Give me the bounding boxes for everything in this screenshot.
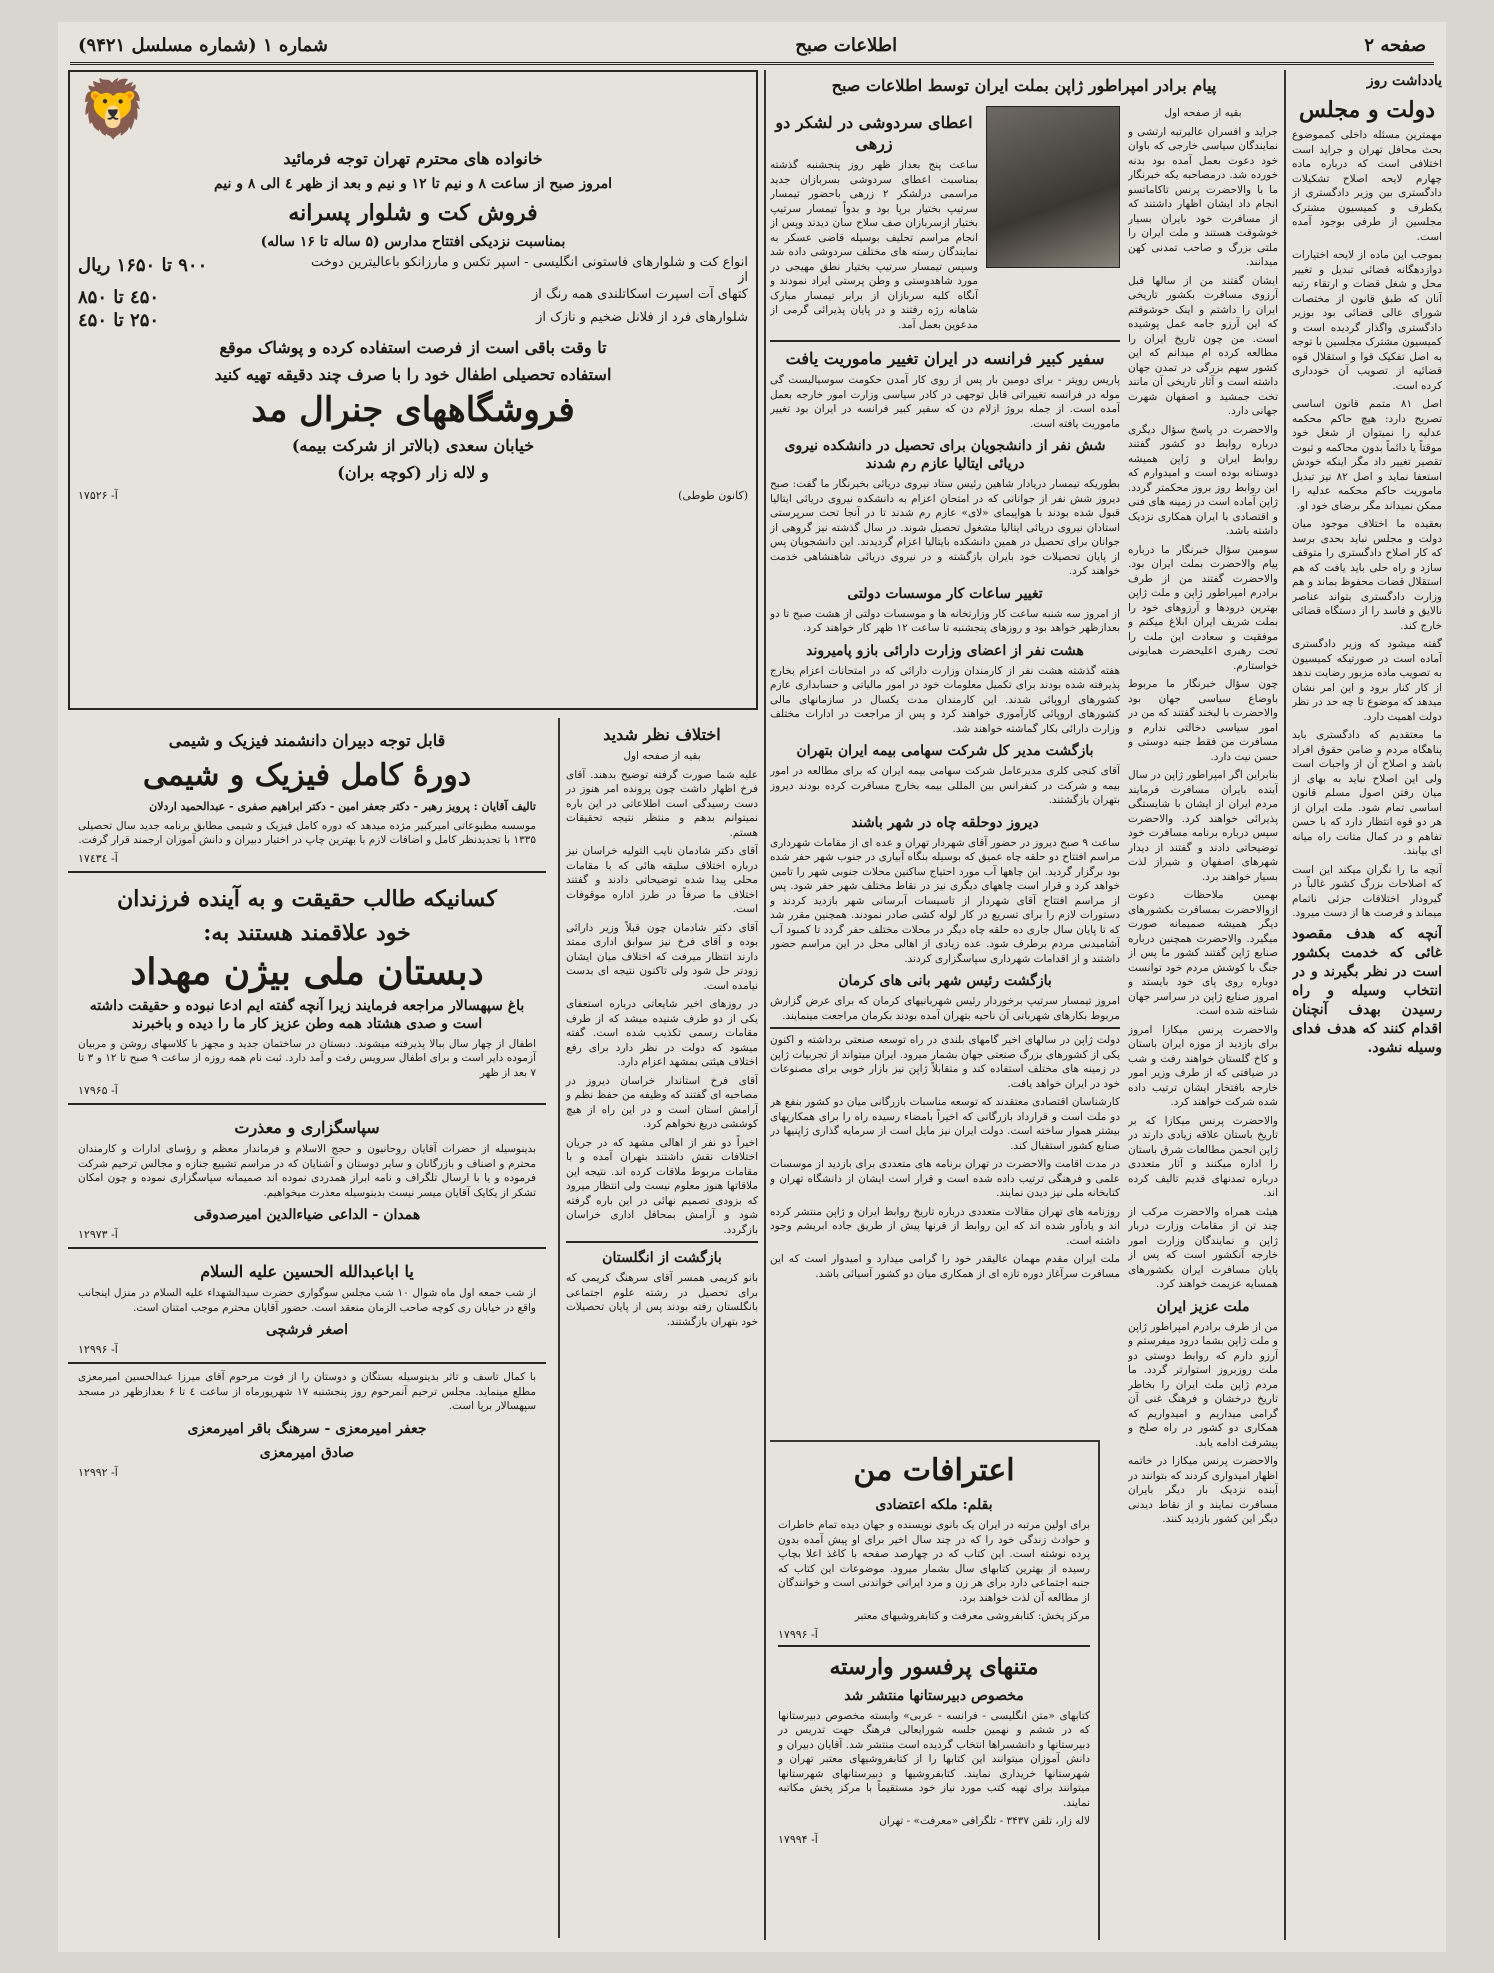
price-label: کتهای آت اسپرت اسکاتلندی همه رنگ از — [532, 287, 748, 302]
store-address: خیابان سعدی (بالاتر از شرکت بیمه) — [291, 436, 535, 455]
editorial-paragraph: بعقیده ما اختلاف موجود میان دولت و مجلس نباید بحدی برسد که کار اصلاح دادگستری را متوقف سازد و راه حلی باید یافت که هم استقلال قضات محفوظ بماند و هم وزارت دادگستری بتواند عناصر نالایق و فاسد را از دستگاه قضائی خارج کند. — [1292, 518, 1442, 632]
store-ad — [68, 70, 758, 710]
editorial-paragraph: آنچه ما را نگران میکند این است که اصلاحات بزرگ کشور غالباً در گیرودار اختلافات جزئی ناتمام میماند و فرصت ها از دست میرود. — [1292, 863, 1442, 919]
japan-closing: والاحضرت پرنس میکازا در خاتمه اظهار امیدواری کردند که بتوانند در آینده نزدیک بار دیگر بایران مسافرت نمایند و از نقاط دیدنی دیگر این کشور بازدید کنند. — [1128, 1455, 1278, 1525]
editorial-kicker: یادداشت روز — [1366, 73, 1442, 89]
price-value: ۲۵۰ تا ٤۵۰ — [78, 310, 160, 331]
memorial-notice — [68, 1249, 546, 1364]
store-ad-note: (کانون طوطی) — [678, 489, 748, 502]
price-label: انواع کت و شلوارهای فاستونی انگلیسی - اسپر تکس و مارزانکو باعالیترین دوخت از — [310, 255, 748, 285]
thanks-body: بدینوسیله از حضرات آقایان روحانیون و حجج الاسلام و فرماندار معظم و رؤسای ادارات و کارمندان محترم و اصناف و بازرگانان و سایر دوستان و آشنایان که در مراسم تشییع جنازه و مجالس ترحیم شرکت فرموده و یا با ارسال تلگراف و نامه ابراز همدردی نموده اند صمیمانه سپاسگزاری نموده و چون امکان تشکر از یکایک آقایان میسر نیست بدینوسیله معذرت میخواهیم. — [78, 1143, 536, 1199]
memorial-title: یا اباعبدالله الحسین علیه السلام — [200, 1262, 414, 1281]
page-number: صفحه ۲ — [1364, 34, 1426, 56]
editorial-paragraph: اصل ۸۱ متمم قانون اساسی تصریح دارد: هیچ حاکم محکمه عدلیه را نمیتوان از شغل خود موقتاً یا دائماً بدون محاکمه و ثبوت تقصیر تغییر داد مگر اینکه خودش استعفا نماید و اصل ۸۲ نیز تبدیل ماموریت حاکم محکمه عدلیه را ممکن نمیداند مگر برضای خود او. — [1292, 398, 1442, 512]
page-header — [70, 28, 1434, 65]
japan-trade-paragraph: روزنامه های تهران مقالات متعددی درباره تاریخ روابط ایران و ژاپن منتشر کرده اند و یادآور شده اند که این روابط از قرنها پیش از طریق جاده ابریشم وجود داشته است. — [770, 1205, 1120, 1247]
thanks-title: سپاسگزاری و معذرت — [234, 1118, 380, 1137]
textbooks-body: کتابهای «متن انگلیسی - فرانسه - عربی» وابسته مخصوص دبیرستانها که در ششم و نهمین جلسه شورایعالی فرهنگ جهت تدریس در دبیرستانها و دانشسراها انتخاب گردیده است منتشر شد. آقایان دبیران و دانش آموزان میتوانند این کتابها را از کتابفروشیهای معتبر تهران و شهرستانها خریداری نمایند. کتابفروشیها و دبیرستانهای شهرستانها میتوانند برای تهیه کتب مورد نیاز خود مستقیماً با مرکز پخش مکاتبه نمایند. — [778, 1709, 1090, 1809]
kerman-body: امروز تیمسار سرتیپ برخوردار رئیس شهربانیهای کرمان که برای عرض گزارش مربوط بکارهای شهربانی آن ناحیه بتهران آمده بودند بکرمان مراجعت مینمایند. — [770, 995, 1120, 1022]
store-ad-occasion: بمناسبت نزدیکی افتتاح مدارس (۵ ساله تا ۱۶ ساله) — [260, 234, 566, 250]
ad-code: آ- ۱۲۹۹۲ — [78, 1465, 118, 1479]
japan-paragraph: جراید و افسران عالیرتبه ارتشی و نمایندگان سیاسی خارجی که باوان خود دعوت بعمل آمده بود بدنه خورده شد. درمصاحبه یکه خبرنگار ما با والاحضرت پرنس تاکاماتسو انجام داد ایشان اظهار داشتند که از مسافرت خود بایران بسیار خوشوقت هستند و ملت ایران را ملتی بزرگ و صاحب تمدنی کهن میدانند. — [1128, 125, 1278, 268]
insurance-body: آقای کنجی کلری مدیرعامل شرکت سهامی بیمه ایران که برای مطالعه در امور بیمه و شرکت در کنفرانس بین المللی بیمه بخارج مسافرت کرده بودند دیروز بتهران بازگشتند. — [770, 765, 1120, 806]
physics-body: موسسه مطبوعاتی امیرکبیر مژده میدهد که دوره کامل فیزیک و شیمی مطابق برنامه جدید سال تحصیلی ۱۳۳۵ با تجدیدنظر کامل و اضافات لازم با بهترین چاپ در اختیار دبیران و دانش آموزان ارجمند قرار گرفت. — [78, 819, 536, 846]
officers-headline: اعطای سردوشی در لشکر دو زرهی — [775, 113, 973, 153]
store-ad-line1: خانواده های محترم تهران توجه فرمائید — [283, 149, 543, 168]
store-brand: فروشگاههای جنرال مد — [251, 390, 575, 430]
japan-paragraph: والاحضرت در پاسخ سؤال دیگری درباره روابط دو کشور گفتند روابط ایران و ژاپن همیشه دوستانه بوده است و امیدوارم که این روابط روز بروز محکمتر گردد. ژاپن آماده است در زمینه های فنی و اقتصادی با ایران همکاری نزدیک داشته باشد. — [1128, 423, 1278, 537]
japan-paragraph: بنابراین اگر امپراطور ژاپن در سال آینده بایران مسافرت فرمایند مردم ایران از ایشان با شایستگی پذیرائی خواهند کرد. والاحضرت سپس درباره برنامه مسافرت خود توضیحاتی دادند و گفتند از دیدار شهرهای اصفهان و شیراز لذت بسیار خواهند برد. — [1128, 769, 1278, 883]
ambassador-headline: سفیر کبیر فرانسه در ایران تغییر ماموریت یافت — [785, 349, 1105, 368]
death-sign: صادق امیرمعزی — [259, 1444, 355, 1461]
officers-body: ساعت پنج بعداز ظهر روز پنجشنبه گذشته بمناسبت اعطای سردوشی بسربازان جدید مراسمی درلشکر ۲ زرهی باحضور تیمسار سرتیپ بختیار برپا بود و بدواً تیمسار سرتیپ بختیار ازسربازان صف سلاح سان دیدند وپس از انجام مراسم تحلیف بوسیله قاضی عسکر به نمایندگان رسته های مختلف سردوشی داده شد وسپس تیمسار سرتیپ بختیار نطق مهیجی در مورد شاهدوستی و وطن پرستی ایراد نمودند و آنگاه کلیه سربازان از برابر تیمسار مبارک شاهانه رژه رفتند و در پایان پذیرائی گرمی از مدعوین بعمل آمد. — [770, 159, 978, 331]
message-text: من از طرف برادرم امپراطور ژاپن و ملت ژاپن بشما درود میفرستم و آرزو دارم که روابط دوستی دو ملت روزبروز استوارتر گردد. ما مردم ژاپن ملت ایران را بخاطر تاریخ درخشان و فرهنگ غنی آن گرامی میداریم و امیدواریم که همکاری دو کشور در راه صلح و پیشرفت ادامه یابد. — [1128, 1320, 1278, 1449]
dispute-paragraph: آقای دکتر شادمان چون قبلاً وزیر دارائی بوده و آقای فرخ نیز سوابق اداری ممتد دارند انتظار میرفت که اختلاف میان ایشان زودتر حل شود ولی تاکنون نتیجه ای بدست نیامده است. — [566, 921, 758, 992]
japan-paragraph: بهمین ملاحظات دعوت ازوالاحضرت بمسافرت بکشورهای دیگر همیشه صمیمانه صورت میگیرد. والاحضرت همچنین درباره صنایع ژاپن گفتند کشور ما پس از جنگ با کوشش مردم خود توانست دوباره روی پای خود بایستد و امروز صنایع ژاپن در سراسر جهان شناخته شده است. — [1128, 889, 1278, 1017]
continued-note: بقیه از صفحه اول — [1164, 107, 1242, 119]
death-notice — [68, 1364, 546, 1485]
ambassador-body: پاریس رویتر - برای دومین بار پس از روی کار آمدن حکومت سوسیالیست گی موله در فرانسه تغییراتی قابل توجهی در کادر سیاسی وزارت امور خارجه بعمل آمده است. از جمله بروژ ازلام دن که سفیر کبیر فرانسه در ایران بود تغییر ماموریت یافته است. — [770, 374, 1120, 430]
editorial-paragraph: گفته میشود که وزیر دادگستری آماده است در صورتیکه کمیسیون به تصویب ماده مزبور رضایت ندهد از کار کنار برود و این امر نشان میدهد که موضوع تا چه حد در نظر دولت اهمیت دارد. — [1292, 638, 1442, 723]
dispute-paragraph: علیه شما صورت گرفته توضیح بدهند. آقای فرخ اظهار داشت چون پرونده امر هنوز در دست رسیدگی است اطلاعاتی در این باره نمیتوانم بدهم و منتظر نتیجه تحقیقات هستم. — [566, 768, 758, 839]
england-headline: بازگشت از انگلستان — [602, 1250, 722, 1266]
store-ad-hours: امروز صبح از ساعت ۸ و نیم تا ۱۲ و نیم و بعد از ظهر ٤ الی ۸ و نیم — [213, 176, 613, 192]
death-sign: جعفر امیرمعزی - سرهنگ باقر امیرمعزی — [187, 1420, 427, 1437]
school-body: اطفال از چهار سال ببالا پذیرفته میشوند. دبستان در ساختمان جدید و مجهز با کلاسهای روشن و مربیان آزموده دایر است و برای اطفال سرویس رفت و آمد دارد. ثبت نام همه روزه از ساعت ۹ صبح تا ۱۲ و ۳ تا ۷ بعد از ظهر — [78, 1037, 536, 1079]
dispute-column — [558, 718, 758, 1938]
newspaper-name: اطلاعات صبح — [795, 34, 898, 56]
dispute-paragraph: اخیراً دو نفر از اهالی مشهد که در جریان اختلافات نقش داشتند بتهران آمده و با مقامات مربوط ملاقات کرده اند. نتیجه این ملاقاتها هنوز معلوم نیست ولی انتظار میرود که بزودی تصمیم نهائی در این باره گرفته شود و آرامش بمحافل اداری خراسان بازگردد. — [566, 1136, 758, 1236]
store-ad-promo: تا وقت باقی است از فرصت استفاده کرده و پوشاک موقع — [219, 338, 607, 357]
confessions-outlets: مرکز پخش: کتابفروشی معرفت و کتابفروشیهای معتبر — [854, 1610, 1090, 1622]
school-line2: خود علاقمند هستند به: — [203, 919, 411, 946]
japan-paragraph: چون سؤال خبرنگار ما مربوط باوضاع سیاسی جهان بود والاحضرت با لبخند گفتند که من در امور سیاسی دخالتی ندارم و مسافرت من فقط جنبه دوستی و حسن نیت دارد. — [1128, 678, 1278, 763]
ad-code: آ- ۱۷۹۹۴ — [778, 1832, 818, 1846]
ad-code: آ- ۱۲۹۷۳ — [78, 1228, 118, 1241]
physics-ad — [68, 718, 546, 873]
ministry-headline: هشت نفر از اعضای وزارت دارائی بازو پامیروند — [806, 642, 1084, 659]
price-value: ۹۰۰ تا ۱۶۵۰ ریال — [78, 255, 208, 276]
continued-note: بقیه از صفحه اول — [623, 750, 701, 762]
japan-paragraph: هیئت همراه والاحضرت مرکب از چند تن از مقامات وزارت دربار ژاپن و نمایندگان وزارت امور خارجه آنکشور است که پس از پایان مسافرت ایران بکشورهای همسایه عزیمت خواهند کرد. — [1128, 1205, 1278, 1290]
books-ads — [770, 1440, 1100, 1940]
dispute-headline: اختلاف نظر شدید — [603, 725, 721, 744]
school-address: باغ سپهسالار مراجعه فرمایند زیرا آنچه گفته ایم ادعا نبوده و حقیقت داشته است و صدی هشتاد همه وطن عزیز کار ما را دیده و باخبرند — [89, 997, 525, 1032]
banner-headline: پیام برادر امپراطور ژاپن بملت ایران توسط اطلاعات صبح — [831, 76, 1217, 95]
confessions-title: اعترافات من — [853, 1453, 1015, 1488]
school-line1: کسانیکه طالب حقیقت و به آینده فرزندان — [117, 885, 497, 912]
wells-body: ساعت ۹ صبح دیروز در حضور آقای شهردار تهران و عده ای از مقامات شهرداری مراسم افتتاح دو حلقه چاه عمیق که بوسیله بنگاه آبیاری در جنوب شهر حفر شده بود برگزار گردید. این چاهها آب مورد احتیاج ساکنین محلات جنوبی شهر را تامین خواهد کرد و قرار است چاههای دیگری نیز در نقاط مختلف شهر حفر شود. پس از مراسم افتتاح آقای شهردار از تاسیسات آبرسانی شهر بازدید کردند و دستورات لازم را برای تسریع در کار لوله کشی صادر نمودند. همچنین مقرر شد که تا پایان سال جاری ده حلقه چاه دیگر در محلات مختلف حفر گردد تا کمبود آب آشامیدنی مردم برطرف شود. عده زیادی از اهالی محل در این مراسم حضور داشتند و از اقدامات شهرداری سپاسگزاری کردند. — [770, 836, 1120, 965]
physics-intro: قابل توجه دبیران دانشمند فیزیک و شیمی — [168, 731, 446, 750]
officers-story — [770, 106, 1120, 336]
column-rule — [1284, 70, 1286, 1940]
price-row — [78, 310, 748, 331]
england-body: بانو کریمی همسر آقای سرهنگ کریمی که برای تحصیل در رشته علوم اجتماعی بانگلستان رفته بودند پس از پایان تحصیلات خود بتهران بازگشتند. — [566, 1272, 758, 1328]
textbooks-address: لاله زار، تلفن ۳۴۳۷ - تلگرافی «معرفت» - تهران — [879, 1815, 1090, 1827]
school-name: دبستان ملی بیژن مهداد — [130, 950, 484, 993]
ad-code: آ- ۱۷۹۶۵ — [78, 1084, 118, 1097]
students-body: بطوریکه تیمسار دریادار شاهین رئیس ستاد نیروی دریائی بخبرنگار ما گفت: صبح دیروز شش نفر از جوانانی که در امتحان اعزام به دانشکده نیروی دریائی ایتالیا قبول شده بودند با هواپیمای «لای» عازم رم شدند تا در آنجا تحت سرپرستی استادان نیروی دریائی ایتالیا مشغول تحصیل شوند. در سال گذشته نیز گروهی از جوانان برای تحصیل در همین دانشکده بایتالیا اعزام گردیدند. این دانشجویان پس از پایان تحصیلات خود بایران بازگشته و در نیروی دریائی شاهنشاهی خدمت خواهند کرد. — [770, 478, 1120, 577]
price-label: شلوارهای فرد از فلانل ضخیم و نازک از — [536, 310, 748, 325]
store-address: و لاله زار (کوچه بران) — [337, 463, 489, 482]
newspaper-page — [58, 22, 1446, 1952]
insurance-headline: بازگشت مدیر کل شرکت سهامی بیمه ایران بتهران — [796, 743, 1094, 759]
hours-body: از امروز سه شنبه ساعت کار وزارتخانه ها و موسسات دولتی از هشت صبح تا دو بعدازظهر خواهد بود و روزهای پنجشنبه تا ساعت ۱۲ ظهر کار خواهند کرد. — [770, 607, 1120, 634]
japan-continued-column — [1128, 106, 1278, 1940]
school-ad — [68, 873, 546, 1106]
issue-number: شماره ۱ (شماره مسلسل ۹۴۲۱) — [78, 34, 329, 56]
wells-headline: دیروز دوحلقه چاه در شهر باشند — [851, 814, 1039, 831]
message-subhead: ملت عزیز ایران — [1156, 1298, 1250, 1315]
textbooks-title: متنهای پرفسور وارسته — [829, 1653, 1039, 1680]
students-headline: شش نفر از دانشجویان برای تحصیل در دانشکده نیروی دریائی ایتالیا عازم رم شدند — [784, 438, 1106, 472]
dispute-paragraph: آقای دکتر شادمان نایب التولیه خراسان نیز درباره اختلاف سلیقه هائی که با مقامات محلی پیدا شده توضیحاتی دادند و گفتند اختلاف ما صرفاً در طرز اداره موقوفات است. — [566, 845, 758, 915]
confessions-body: برای اولین مرتبه در ایران یک بانوی نویسنده و جهان دیده تمام خاطرات و حوادث زندگی خود را که در چند سال اخیر برای او پیش آمده بدون پرده نوشته است. این کتاب که در چهارصد صفحه با کاغذ اعلا بچاپ رسیده از بهترین کتابهای سال بشمار میرود. موضوعات این کتاب که جنبه اجتماعی دارد برای هر زن و مرد ایرانی خواندنی است و خوانندگان از مطالعه آن لذت خواهند برد. — [778, 1519, 1090, 1604]
editorial-column — [1292, 70, 1442, 1940]
store-ad-headline: فروش کت و شلوار پسرانه — [288, 200, 538, 226]
editorial-paragraph: ما معتقدیم که دادگستری باید پناهگاه مردم و ضامن حقوق افراد باشد و اصلاح آن از واجبات است ولی این اصلاح نباید به بهای از میان رفتن اصول مسلم قانون اساسی تمام شود. ملت ایران از هر دو قوه انتظار دارد که با حسن تفاهم و در کمال متانت راه میانه ای بیابند. — [1292, 729, 1442, 857]
japan-paragraph: ایشان گفتند من از سالها قبل آرزوی مسافرت بکشور تاریخی ایران را داشتم و اینک خوشوقتم که این آرزو جامه عمل پوشیده است. من چون تاریخ ایران را مطالعه کرده ام میدانم که این کشور سهم بزرگی در تمدن جهان داشته است و آثار تاریخی آن مانند تخت جمشید و اصفهان شهرت جهانی دارد. — [1128, 274, 1278, 417]
dispute-paragraph: آقای فرخ استاندار خراسان دیروز در مصاحبه ای گفتند که وظیفه من حفظ نظم و آرامش استان است و در این راه از هیچ کوششی دریغ نخواهم کرد. — [566, 1074, 758, 1130]
hours-headline: تغییر ساعات کار موسسات دولتی — [847, 585, 1043, 602]
physics-title: دورۀ کامل فیزیک و شیمی — [142, 758, 472, 793]
editorial-closing: آنچه که هدف مقصود غائی که خدمت بکشور است در نظر بگیرند و در انتخاب وسیله و راه رسیدن بهدف آنچنان اقدام کنند که هدف فدای وسیله نشود. — [1292, 925, 1442, 1056]
ad-code: آ- ۱۷۹۹۶ — [778, 1627, 818, 1641]
textbooks-subtitle: مخصوص دبیرستانها منتشر شد — [844, 1687, 1024, 1704]
ads-column — [68, 718, 546, 1938]
price-value: ٤۵۰ تا ۸۵۰ — [78, 287, 160, 308]
memorial-sign: اصغر فرشچی — [266, 1322, 348, 1338]
banner — [770, 72, 1278, 102]
japan-trade-paragraph: در مدت اقامت والاحضرت در تهران برنامه های متعددی برای بازدید از موسسات علمی و فرهنگی ترتیب داده شده است و قرار است ایشان از دانشگاه تهران و کتابخانه ملی نیز دیدن نمایند. — [770, 1158, 1120, 1199]
japan-paragraph: سومین سؤال خبرنگار ما درباره پیام والاحضرت بملت ایران بود. والاحضرت گفتند من از طرف برادرم امپراطور ژاپن و ملت ژاپن بهترین درودها و آرزوهای خود را بملت شریف ایران ابلاغ میکنم و موفقیت و سعادت این ملت را تحت رهبری اعلیحضرت همایونی خواستارم. — [1128, 543, 1278, 672]
ad-code: آ- ۱۷۵۲۶ — [78, 489, 118, 502]
ads-region — [68, 70, 758, 1940]
death-body: با کمال تاسف و تاثر بدینوسیله بستگان و دوستان را از فوت مرحوم آقای میرزا عبدالحسین امیرمعزی مطلع مینماید. مجلس ترحیم آنمرحوم روز پنجشنبه ۱۷ شهریورماه از ساعت ٤ تا ۶ بعدازظهر در مسجد سپهسالار برپا است. — [78, 1371, 536, 1412]
store-ad-promo: استفاده تحصیلی اطفال خود را با صرف چند دقیقه تهیه کنید — [214, 365, 612, 384]
japan-trade-paragraph: دولت ژاپن در سالهای اخیر گامهای بلندی در راه توسعه صنعتی برداشته و اکنون یکی از کشورهای بزرگ صنعتی جهان بشمار میرود. ایران میتواند از تجربیات ژاپن در زمینه های مختلف استفاده کند و متقابلاً ژاپن نیز بازار خوبی برای مصنوعات خود در ایران خواهد یافت. — [770, 1034, 1120, 1090]
japan-paragraph: والاحضرت پرنس میکازا که بر تاریخ باستان علاقه زیادی دارند در ژاپن انجمن مطالعات شرق باستان را اداره میکنند و آثار متعددی درباره تمدنهای قدیم تالیف کرده اند. — [1128, 1114, 1278, 1199]
japan-trade-paragraph: کارشناسان اقتصادی معتقدند که توسعه مناسبات بازرگانی میان دو کشور بنفع هر دو ملت است و قرارداد بازرگانی که اخیراً بامضاء رسیده راه را برای همکاریهای بیشتر هموار ساخته است. دولت ایران نیز مایل است از سرمایه گذاری ژاپنیها در صنایع کشور استقبال کند. — [770, 1096, 1120, 1152]
editorial-title: دولت و مجلس — [1299, 97, 1435, 123]
editorial-paragraph: مهمترین مسئله داخلی کمموضوع بحث محافل تهران و جراید است اختلافی است که درباره ماده چهارم لایحه اصلاح تشکیلات دادگستری بین وزیر دادگستری از یکطرف و کمیسیون مشترک مجلسین از طرفی بوجود آمده است. — [1292, 129, 1442, 243]
kerman-headline: بازگشت رئیس شهر بانی های کرمان — [838, 973, 1052, 989]
ad-code: آ- ۱۲۹۹۶ — [78, 1343, 118, 1356]
price-row — [78, 287, 748, 308]
physics-authors: تالیف آقایان : پرویز رهبر - دکتر جعفر امین - دکتر ابراهیم صفری - عبدالحمید اردلان — [149, 800, 536, 813]
confessions-byline: بقلم: ملکه اعتضادی — [875, 1497, 993, 1513]
ministry-body: هفته گذشته هشت نفر از کارمندان وزارت دارائی که در امتحانات اعزام بخارج پذیرفته شده بودند برای تکمیل معلومات خود در امور مالیاتی و حسابداری عازم کشورهای اروپائی شدند. این کارمندان مدت یکسال در سازمانهای مالی کشورهای اروپائی کارآموزی خواهند کرد و پس از مراجعت در ادارات مختلف وزارت دارائی بکار گماشته خواهند شد. — [770, 664, 1120, 735]
japan-trade-paragraph: ملت ایران مقدم مهمان عالیقدر خود را گرامی میدارد و امیدوار است که این مسافرت سرآغاز دوره تازه ای از همکاری میان دو کشور آسیائی باشد. — [770, 1253, 1120, 1280]
price-row — [78, 255, 748, 285]
lion-icon: 🦁 — [78, 77, 148, 142]
thanks-sign: همدان - الداعی ضیاءالدین امیرصدوقی — [193, 1207, 421, 1223]
memorial-body: از شب جمعه اول ماه شوال ۱۰ شب مجلس سوگواری حضرت سیدالشهداء علیه السلام در منزل اینجانب واقع در خیابان ری کوچه صاحب الزمان منعقد است. حضور آقایان محترم موجب امتنان است. — [78, 1287, 537, 1314]
thanks-notice — [68, 1105, 546, 1249]
column-rule — [764, 70, 766, 1940]
editorial-paragraph: بموجب این ماده از لایحه اختیارات دوازدهگانه قضائی تبدیل و تغییر محل و شغل قضات و ارتقاء رتبه آنان که طبق قانون از مختصات شورای عالی قضائی بود بوزیر دادگستری واگذار گردیده است و کمیسیون مشترک مجلسین با توجه به اصل تفکیک قوا و استقلال قوه قضائیه از تصویب آن خودداری کرده است. — [1292, 249, 1442, 392]
japan-paragraph: والاحضرت پرنس میکازا امروز برای بازدید از موزه ایران باستان و کاخ گلستان خواهند رفت و شب در ضیافتی که از طرف وزیر امور خارجه بافتخار ایشان ترتیب داده شده شرکت خواهند کرد. — [1128, 1023, 1278, 1108]
officers-photo — [986, 106, 1120, 268]
ad-code: آ- ۱۷٤۳٤ — [78, 851, 118, 865]
dispute-paragraph: در روزهای اخیر شایعاتی درباره استعفای یکی از دو طرف شنیده میشد که از طرف مقامات رسمی تکذیب شده است. گفته میشود که دولت در نظر دارد برای رفع اختلاف هیئتی بمشهد اعزام دارد. — [566, 998, 758, 1068]
